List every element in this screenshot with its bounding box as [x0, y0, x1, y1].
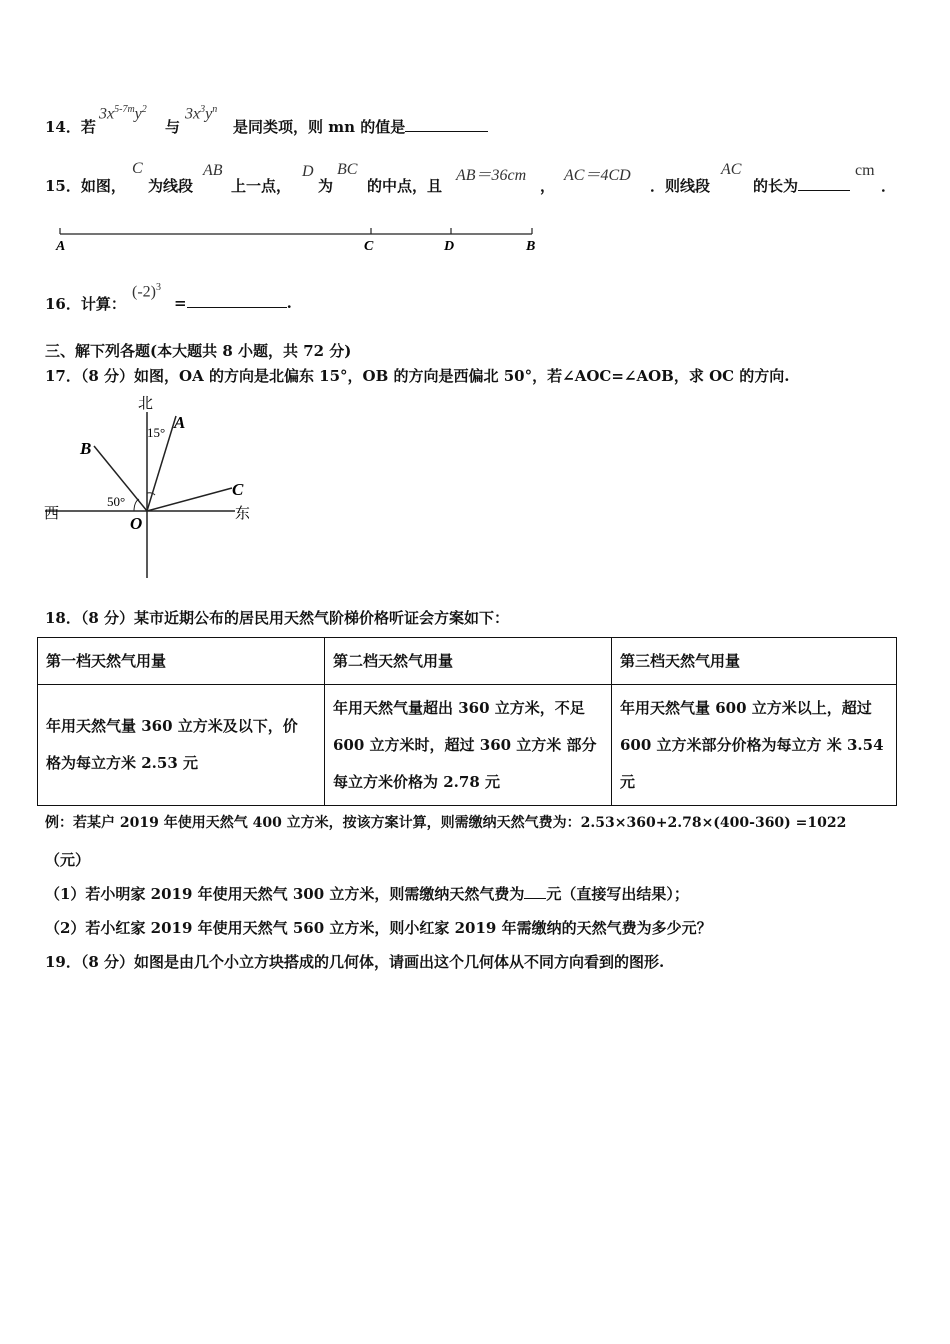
question-17: 17．（8 分）如图，OA 的方向是北偏东 15°，OB 的方向是西偏北 50°，若∠AOC=∠AOB，求 OC 的方向. [45, 367, 790, 385]
question-18: 18．（8 分）某市近期公布的居民用天然气阶梯价格听证会方案如下： [45, 609, 510, 627]
q15-number: 15．如图， [45, 177, 126, 195]
label-d: D [444, 239, 455, 254]
header-tier-1: 第一档天然气用量 [38, 638, 325, 685]
question-19: 19．（8 分）如图是由几个小立方块搭成的几何体，请画出这个几何体从不同方向看到的图形. [45, 953, 665, 971]
label-point-o: O [130, 514, 143, 533]
label-east: 东 [235, 506, 251, 522]
label-north: 北 [138, 396, 154, 412]
q16-number: 16．计算： [45, 295, 126, 313]
cell-line: 年用天然气量超出 360 立方米，不足 [333, 698, 585, 717]
q15-var-ab: AB [203, 162, 223, 179]
q14-term-1: $3x^{5-7m}y^2$ [99, 104, 147, 123]
header-tier-3: 第三档天然气用量 [612, 638, 897, 685]
cell-line: 年用天然气量 600 立方米以上，超过 [620, 698, 872, 717]
q15-unit: cm [855, 162, 875, 179]
q18-example-line-2: （元） [45, 851, 91, 869]
q15-var-c: C [132, 160, 143, 177]
price-table [37, 637, 897, 806]
q15-text-6: 的长为 [753, 175, 850, 196]
segment-figure [50, 222, 550, 256]
label-point-a: A [174, 413, 186, 432]
q16-expression: $(-2)^3$ [132, 282, 161, 301]
cell-line: 600 立方米部分价格为每立方 米 3.54 [620, 735, 884, 754]
q15-equation-2: AC＝4CD [564, 167, 631, 184]
cell-line: 每立方米价格为 2.78 元 [333, 772, 500, 791]
q14-number: 14．若 [45, 118, 96, 136]
question-15 [45, 160, 905, 200]
q14-term-2: $3x^3y^n$ [185, 104, 218, 123]
answer-blank[interactable] [798, 176, 850, 191]
direction-figure [40, 392, 270, 582]
q15-comma: ， [540, 177, 556, 195]
q15-period: ． [881, 177, 897, 195]
cell-tier-2 [325, 685, 612, 806]
label-west: 西 [44, 506, 60, 522]
q18-subquestion-1: （1）若小明家 2019 年使用天然气 300 立方米，则需缴纳天然气费为 元（直接写出结果）； [45, 885, 689, 903]
q16-answer: = . [174, 294, 292, 312]
cell-line: 年用天然气量 360 立方米及以下，价 [46, 717, 298, 735]
label-angle-15: 15° [147, 425, 166, 440]
cell-tier-3 [612, 685, 897, 806]
cell-tier-1 [38, 685, 325, 806]
header-tier-2: 第二档天然气用量 [325, 638, 612, 685]
answer-blank[interactable] [187, 293, 287, 308]
q15-text-5: ．则线段 [650, 177, 711, 195]
label-a: A [56, 239, 66, 254]
label-b: B [526, 239, 536, 254]
angle-arc-a [147, 493, 155, 495]
q15-text-3: 为 [318, 177, 334, 195]
section-3-heading: 三、解下列各题(本大题共 8 小题，共 72 分) [45, 342, 352, 360]
label-c: C [364, 239, 374, 254]
cell-line: 元 [620, 772, 636, 791]
q15-var-ac: AC [721, 161, 742, 178]
answer-blank[interactable] [405, 117, 488, 132]
q15-text-4: 的中点，且 [367, 177, 443, 195]
answer-blank[interactable] [524, 884, 546, 899]
q18-subquestion-2: （2）若小红家 2019 年使用天然气 560 立方米，则小红家 2019 年需缴纳的天然气费为多少元？ [45, 919, 712, 937]
table-row [38, 685, 897, 806]
table-header-row [38, 638, 897, 685]
label-angle-50: 50° [107, 494, 126, 509]
label-point-c: C [232, 480, 244, 499]
cell-line: 600 立方米时，超过 360 立方米 部分 [333, 735, 597, 754]
q15-text-1: 为线段 [148, 177, 194, 195]
q15-var-d: D [302, 163, 314, 180]
q15-var-bc: BC [337, 161, 358, 178]
q14-tail: 是同类项，则 mn 的值是 [233, 116, 488, 137]
q18-example-line-1: 例：若某户 2019 年使用天然气 400 立方米，按该方案计算，则需缴纳天然气费为：2.53×360+2.78×(400-360) =1022 [45, 815, 847, 831]
q14-connector: 与 [165, 118, 181, 136]
q15-equation-1: AB＝36cm [456, 167, 527, 184]
ray-oc [147, 488, 232, 511]
cell-line: 格为每立方米 2.53 元 [46, 754, 198, 772]
q15-text-2: 上一点， [231, 177, 292, 195]
label-point-b: B [80, 439, 92, 458]
